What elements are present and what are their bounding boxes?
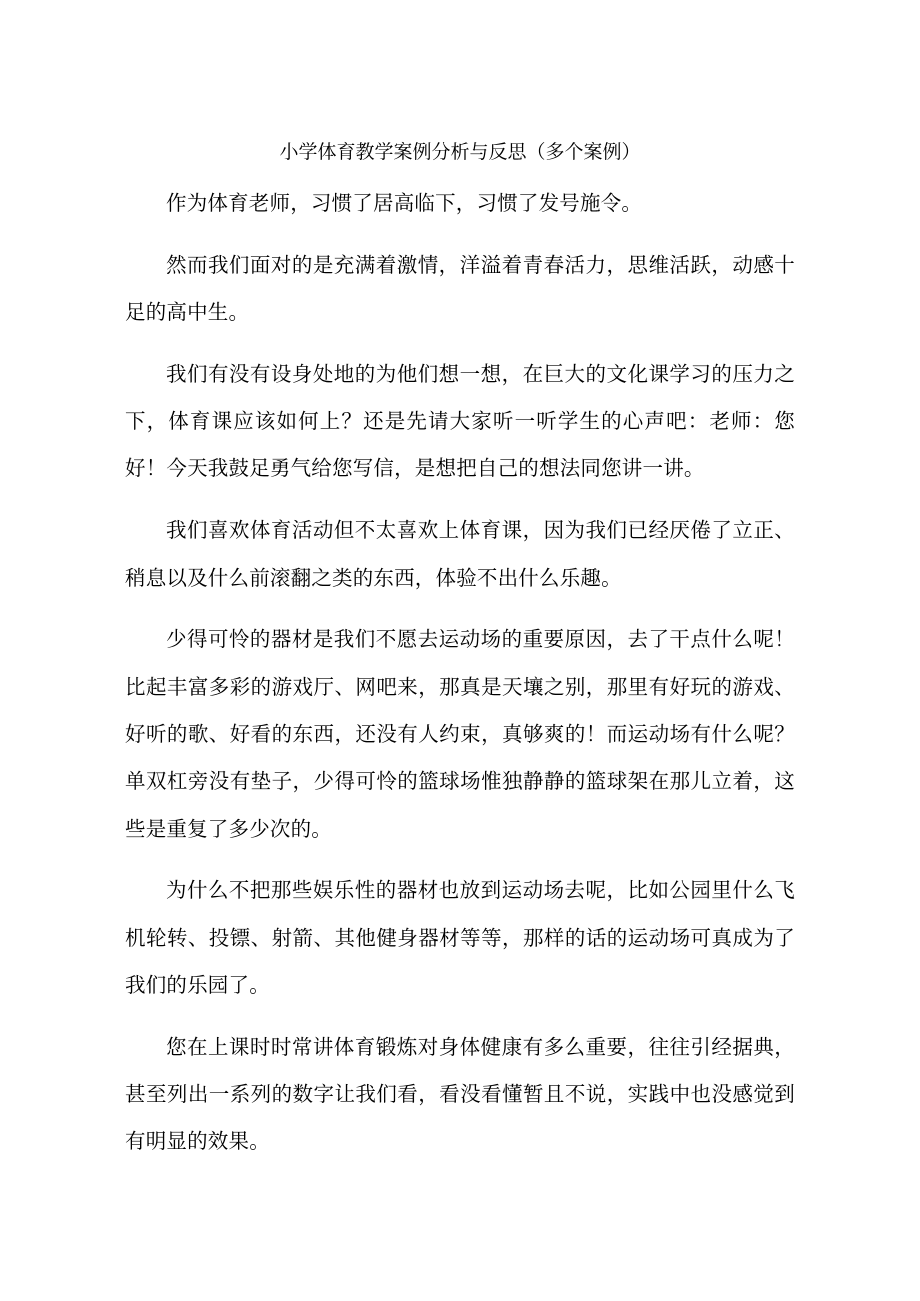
paragraph-6: 为什么不把那些娱乐性的器材也放到运动场去呢，比如公园里什么飞机轮转、投镖、射箭、其他健身器材等等，那样的话的运动场可真成为了我们的乐园了。 bbox=[125, 878, 795, 997]
paragraph-1: 作为体育老师，习惯了居高临下，习惯了发号施令。 bbox=[166, 191, 643, 215]
paragraph-2: 然而我们面对的是充满着激情，洋溢着青春活力，思维活跃，动感十足的高中生。 bbox=[125, 252, 795, 325]
document-title: 小学体育教学案例分析与反思（多个案例） bbox=[279, 141, 641, 163]
document-body bbox=[125, 180, 795, 1180]
paragraph-7: 您在上课时时常讲体育锻炼对身体健康有多么重要，往往引经据典，甚至列出一系列的数字让我们看，看没看懂暂且不说，实践中也没感觉到有明显的效果。 bbox=[125, 1034, 795, 1154]
paragraph-4: 我们喜欢体育活动但不太喜欢上体育课，因为我们已经厌倦了立正、稍息以及什么前滚翻之类的东西，体验不出什么乐趣。 bbox=[125, 518, 795, 590]
paragraph-5: 少得可怜的器材是我们不愿去运动场的重要原因，去了干点什么呢！比起丰富多彩的游戏厅、网吧来，那真是天壤之别，那里有好玩的游戏、好听的歌、好看的东西，还没有人约束，真够爽的！而运动场有什么呢？单双杠旁没有垫子，少得可怜的篮球场惟独静静的篮球架在那儿立着，这些是重复了多少次的。 bbox=[125, 627, 795, 841]
paragraph-3: 我们有没有设身处地的为他们想一想，在巨大的文化课学习的压力之下，体育课应该如何上？还是先请大家听一听学生的心声吧：老师：您好！今天我鼓足勇气给您写信，是想把自己的想法同您讲一讲。 bbox=[125, 361, 795, 481]
